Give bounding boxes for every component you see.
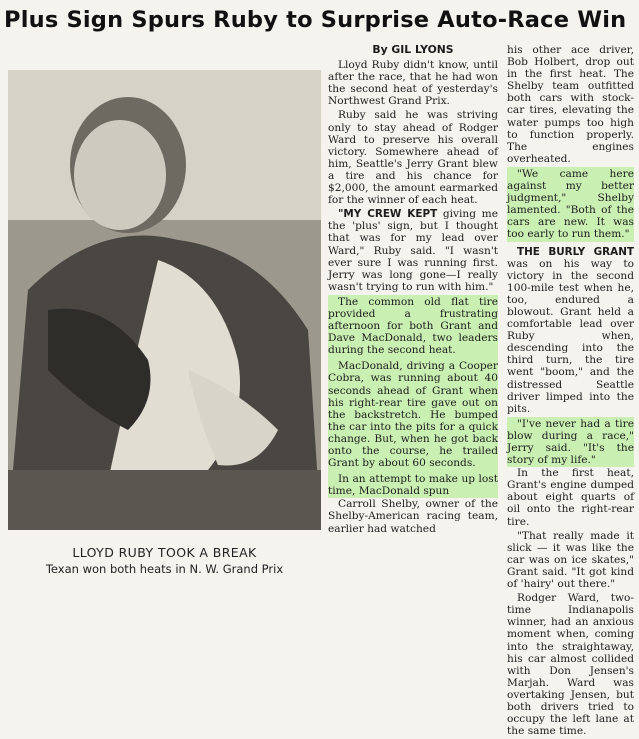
article-column-2	[507, 44, 634, 739]
paragraph-text: giving me the 'plus' sign, but I thought that was for my lead over Ward," Ruby said. "I wasn't ever sure I was running first. Jerry was long gone—I really wasn't trying to run with him."	[328, 208, 498, 293]
paragraph-text: was on his way to victory in the second 100-mile test when he, too, endured a blowout. Grant held a comfortable lead over Ruby when, descending into the third turn, the tire went "boom," and the distressed Seattle driver limped into the pits.	[507, 257, 634, 415]
paragraph: Lloyd Ruby didn't know, until after the race, that he had won the second heat of yesterday's Northwest Grand Prix.	[328, 59, 498, 108]
article-column-1	[328, 44, 498, 537]
paragraph	[328, 208, 498, 293]
highlighted-passage	[328, 295, 498, 499]
paragraph: "I've never had a tire blow during a race," Jerry said. "It's the story of my life."	[507, 417, 634, 467]
byline: By GIL LYONS	[372, 43, 454, 56]
paragraph: Rodger Ward, two-time Indianapolis winner, had an anxious moment when, coming into the straightaway, his car almost collided with Don Jensen's Marjah. Ward was overtaking Jensen, but both drivers tried to occupy the left lane at the same time.	[507, 592, 634, 738]
paragraph-lead-in: THE BURLY GRANT	[517, 245, 634, 258]
paragraph: In an attempt to make up lost time, MacDonald spun	[328, 473, 498, 498]
paragraph: Ruby said he was striving only to stay ahead of Rodger Ward to preserve his overall victory. Somewhere ahead of him, Seattle's Jerry Grant blew a tire and his chance for $2,000, the amount earmarked for the winner of each heat.	[328, 109, 498, 207]
paragraph	[507, 246, 634, 415]
paragraph: "We came here against my better judgment," Shelby lamented. "Both of the cars are new. It was too early to run them."	[507, 167, 634, 241]
headline: Plus Sign Spurs Ruby to Surprise Auto-Race Win	[4, 7, 627, 33]
paragraph: In the first heat, Grant's engine dumped about eight quarts of oil onto the right-rear tire.	[507, 467, 634, 528]
driver-photo	[8, 70, 321, 530]
paragraph: his other ace driver, Bob Holbert, drop out in the first heat. The Shelby team outfitted both cars with stock-car tires, elevating the water pumps too high to function properly. The engines overheated.	[507, 44, 634, 165]
caption-title: LLOYD RUBY TOOK A BREAK	[72, 545, 257, 560]
highlighted-passage	[507, 417, 634, 467]
paragraph-lead-in: "MY CREW KEPT	[338, 208, 438, 221]
caption-subtitle: Texan won both heats in N. W. Grand Prix	[45, 562, 284, 576]
driver-photo-illustration	[8, 70, 321, 530]
paragraph: MacDonald, driving a Cooper Cobra, was running about 40 seconds ahead of Grant when his right-rear tire gave out on the backstretch. He bumped the car into the pits for a quick change. But, when he got back onto the course, he trailed Grant by about 60 seconds.	[328, 360, 498, 470]
photo-caption	[8, 545, 321, 577]
paragraph: "That really made it slick — it was like the car was on ice skates," Grant said. "It got kind of 'hairy' out there."	[507, 529, 634, 591]
highlighted-passage	[507, 167, 634, 242]
paragraph: Carroll Shelby, owner of the Shelby-American racing team, earlier had watched	[328, 498, 498, 535]
paragraph: The common old flat tire provided a frustrating afternoon for both Grant and Dave MacDonald, two leaders during the second heat.	[328, 295, 498, 357]
